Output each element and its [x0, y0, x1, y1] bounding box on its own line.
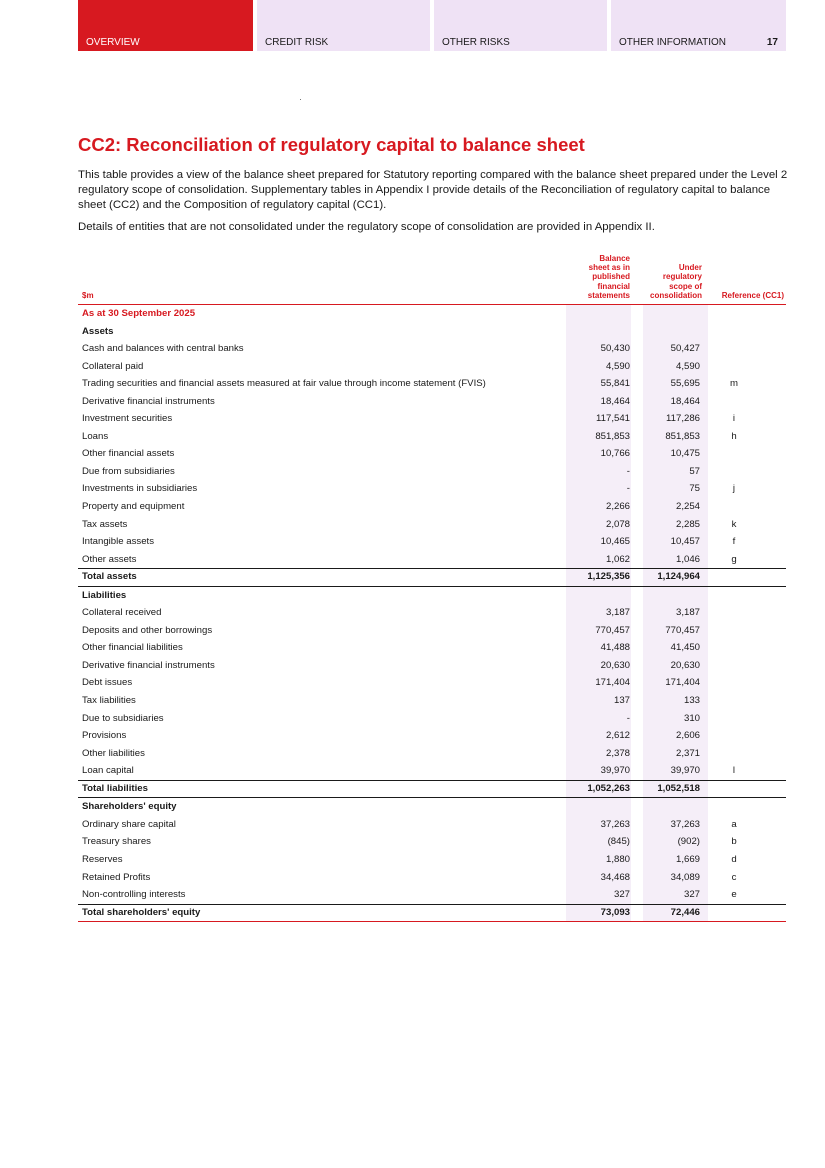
header-line: Under	[678, 263, 702, 273]
intro-paragraph-2: Details of entities that are not consolidated under the regulatory scope of consolidation are provided in Appendix II.	[78, 221, 655, 233]
table-row	[78, 480, 786, 498]
balance-sheet-value: 55,841	[600, 378, 630, 390]
row-label: Intangible assets	[82, 536, 154, 548]
reference-code: l	[732, 765, 736, 777]
row-label: Non-controlling interests	[82, 889, 186, 901]
regulatory-value: 55,695	[670, 378, 700, 390]
regulatory-value: 171,404	[665, 677, 700, 689]
balance-sheet-value: 4,590	[605, 360, 630, 372]
balance-sheet-value: 3,187	[605, 607, 630, 619]
balance-sheet-value: 37,263	[600, 818, 630, 830]
regulatory-value: 117,286	[666, 413, 700, 425]
row-label: Collateral received	[82, 607, 162, 619]
table-row	[78, 393, 786, 411]
total-row	[78, 780, 786, 799]
balance-sheet-value: 10,766	[600, 448, 630, 460]
regulatory-value: 3,187	[675, 607, 700, 619]
tab-other-risks[interactable]: OTHER RISKS	[434, 0, 607, 51]
table-row	[78, 727, 786, 745]
reference-code: f	[732, 536, 736, 548]
balance-sheet-value: 18,464	[600, 395, 630, 407]
table-row	[78, 604, 786, 622]
table-row	[78, 745, 786, 763]
regulatory-value: 851,853	[665, 430, 700, 442]
row-label: Investments in subsidiaries	[82, 483, 198, 495]
table-row	[78, 762, 786, 780]
row-label: Other financial liabilities	[82, 642, 183, 654]
tab-other-information-label: OTHER INFORMATION	[619, 37, 727, 48]
row-label: Trading securities and financial assets measured at fair value through income statement (FVIS)	[82, 378, 486, 390]
regulatory-value: 72,446	[670, 906, 700, 918]
stray-mark	[300, 99, 301, 100]
table-row	[78, 533, 786, 551]
balance-sheet-value: -	[626, 465, 630, 477]
balance-sheet-value: 117,541	[596, 413, 630, 425]
row-label: Tax assets	[82, 518, 128, 530]
reference-code: h	[731, 430, 737, 442]
row-label: Property and equipment	[82, 501, 185, 513]
header-line: Balance	[599, 253, 630, 263]
table-header	[78, 250, 786, 305]
balance-sheet-value: 1,052,263	[587, 782, 630, 794]
balance-sheet-value: 2,266	[605, 501, 630, 513]
row-label: Total liabilities	[82, 782, 148, 794]
balance-sheet-value: 10,465	[600, 536, 630, 548]
tab-credit-risk[interactable]: CREDIT RISK	[257, 0, 430, 51]
balance-sheet-value: 39,970	[600, 765, 630, 777]
row-label: Provisions	[82, 730, 127, 742]
regulatory-value: (902)	[677, 836, 700, 848]
balance-sheet-value: 2,078	[605, 518, 630, 530]
regulatory-value: 310	[683, 712, 700, 724]
balance-sheet-value: 171,404	[595, 677, 630, 689]
tab-overview[interactable]: OVERVIEW	[78, 0, 253, 51]
regulatory-value: 2,285	[675, 518, 700, 530]
regulatory-value: 1,124,964	[657, 571, 700, 583]
balance-sheet-value: 770,457	[595, 624, 630, 636]
reference-code: d	[731, 853, 737, 865]
table-row	[78, 886, 786, 904]
row-label: Retained Profits	[82, 871, 151, 883]
regulatory-value: 39,970	[670, 765, 700, 777]
row-label: Collateral paid	[82, 360, 144, 372]
header-balance-sheet	[568, 254, 630, 300]
section-heading	[78, 798, 786, 816]
row-label: Cash and balances with central banks	[82, 343, 244, 355]
page-title: CC2: Reconciliation of regulatory capital to balance sheet	[78, 134, 585, 155]
balance-sheet-value: 137	[613, 695, 630, 707]
row-label: Other liabilities	[82, 747, 145, 759]
regulatory-value: 770,457	[665, 624, 700, 636]
row-label: As at 30 September 2025	[82, 308, 196, 319]
regulatory-value: 2,606	[675, 730, 700, 742]
row-label: Investment securities	[82, 413, 173, 425]
balance-sheet-value: 73,093	[600, 906, 630, 918]
row-label: Derivative financial instruments	[82, 659, 215, 671]
regulatory-value: 18,464	[670, 395, 700, 407]
tab-other-information[interactable]	[611, 0, 786, 51]
row-label: Deposits and other borrowings	[82, 624, 213, 636]
regulatory-value: 75	[689, 483, 700, 495]
header-units: $m	[82, 291, 94, 300]
row-label: Reserves	[82, 853, 123, 865]
regulatory-value: 2,254	[675, 501, 700, 513]
table-row	[78, 674, 786, 692]
table-row	[78, 498, 786, 516]
table-row	[78, 463, 786, 481]
reference-code: c	[731, 871, 737, 883]
table-row	[78, 622, 786, 640]
reference-code: i	[732, 413, 736, 425]
table-row	[78, 851, 786, 869]
balance-sheet-value: 2,612	[605, 730, 630, 742]
balance-sheet-value: 851,853	[595, 430, 630, 442]
reference-code: m	[730, 378, 738, 390]
table-row	[78, 375, 786, 393]
top-navigation	[78, 0, 786, 51]
row-label: Total assets	[82, 571, 137, 583]
header-line: financial	[597, 281, 630, 291]
table-row	[78, 639, 786, 657]
row-label: Total shareholders' equity	[82, 906, 201, 918]
regulatory-value: 41,450	[670, 642, 700, 654]
intro-paragraph: This table provides a view of the balance sheet prepared for Statutory reporting compared with the balance sheet prepared under the Level 2 regulatory scope of consolidation. Supplementary tables in Appendix I provide details of the Reconciliation of regulatory capital to balance sheet (CC2) and the Composition of regulatory capital (CC1).	[78, 169, 788, 211]
row-label: Derivative financial instruments	[82, 395, 215, 407]
balance-sheet-value: -	[626, 483, 630, 495]
header-line: scope of	[669, 281, 702, 291]
balance-sheet-value: 1,062	[605, 553, 630, 565]
header-line: published	[592, 272, 630, 282]
regulatory-value: 133	[683, 695, 700, 707]
regulatory-value: 37,263	[670, 818, 700, 830]
total-row	[78, 568, 786, 587]
reconciliation-table	[78, 250, 786, 922]
row-label: Due to subsidiaries	[82, 712, 164, 724]
section-heading	[78, 323, 786, 341]
reference-code: k	[731, 518, 737, 530]
row-label: Other financial assets	[82, 448, 175, 460]
regulatory-value: 10,475	[670, 448, 700, 460]
section-heading	[78, 587, 786, 605]
regulatory-value: 327	[683, 889, 700, 901]
header-line: regulatory	[662, 272, 702, 282]
regulatory-value: 34,089	[670, 871, 700, 883]
header-line: sheet as in	[588, 263, 630, 273]
row-label: Other assets	[82, 553, 137, 565]
table-row	[78, 340, 786, 358]
page-number: 17	[766, 37, 778, 48]
regulatory-value: 20,630	[670, 659, 700, 671]
regulatory-value: 2,371	[675, 747, 700, 759]
row-label: Loan capital	[82, 765, 134, 777]
reference-code: e	[731, 889, 737, 901]
reference-code: a	[731, 818, 737, 830]
reference-code: b	[731, 836, 737, 848]
row-label: Loans	[82, 430, 109, 442]
table-row	[78, 358, 786, 376]
table-row	[78, 551, 786, 569]
table-row	[78, 657, 786, 675]
table-row	[78, 833, 786, 851]
row-label: Due from subsidiaries	[82, 465, 175, 477]
balance-sheet-value: -	[626, 712, 630, 724]
regulatory-value: 4,590	[675, 360, 700, 372]
period-heading	[78, 305, 786, 323]
regulatory-value: 1,052,518	[657, 782, 700, 794]
balance-sheet-value: 327	[613, 889, 630, 901]
regulatory-value: 57	[689, 465, 700, 477]
row-label: Shareholders' equity	[82, 801, 177, 813]
regulatory-value: 10,457	[670, 536, 700, 548]
balance-sheet-value: 1,125,356	[587, 571, 630, 583]
balance-sheet-value: 34,468	[600, 871, 630, 883]
reference-code: g	[731, 553, 737, 565]
table-row	[78, 869, 786, 887]
header-line: consolidation	[650, 290, 702, 300]
table-row	[78, 410, 786, 428]
regulatory-value: 50,427	[670, 343, 700, 355]
table-row	[78, 816, 786, 834]
header-line: statements	[587, 290, 630, 300]
balance-sheet-value: 50,430	[600, 343, 630, 355]
row-label: Assets	[82, 325, 114, 337]
header-regulatory-scope	[636, 263, 702, 300]
row-label: Debt issues	[82, 677, 133, 689]
balance-sheet-value: (845)	[607, 836, 630, 848]
table-row	[78, 710, 786, 728]
row-label: Liabilities	[82, 589, 127, 601]
table-row	[78, 445, 786, 463]
table-row	[78, 692, 786, 710]
balance-sheet-value: 1,880	[605, 853, 630, 865]
total-row	[78, 904, 786, 923]
table-row	[78, 428, 786, 446]
row-label: Treasury shares	[82, 836, 151, 848]
balance-sheet-value: 41,488	[600, 642, 630, 654]
balance-sheet-value: 2,378	[605, 747, 630, 759]
balance-sheet-value: 20,630	[600, 659, 630, 671]
reference-code: j	[732, 483, 736, 495]
regulatory-value: 1,046	[675, 553, 700, 565]
header-reference: Reference (CC1)	[721, 291, 784, 300]
table-row	[78, 516, 786, 534]
row-label: Tax liabilities	[82, 695, 136, 707]
regulatory-value: 1,669	[675, 853, 700, 865]
row-label: Ordinary share capital	[82, 818, 176, 830]
table-body	[78, 305, 786, 922]
